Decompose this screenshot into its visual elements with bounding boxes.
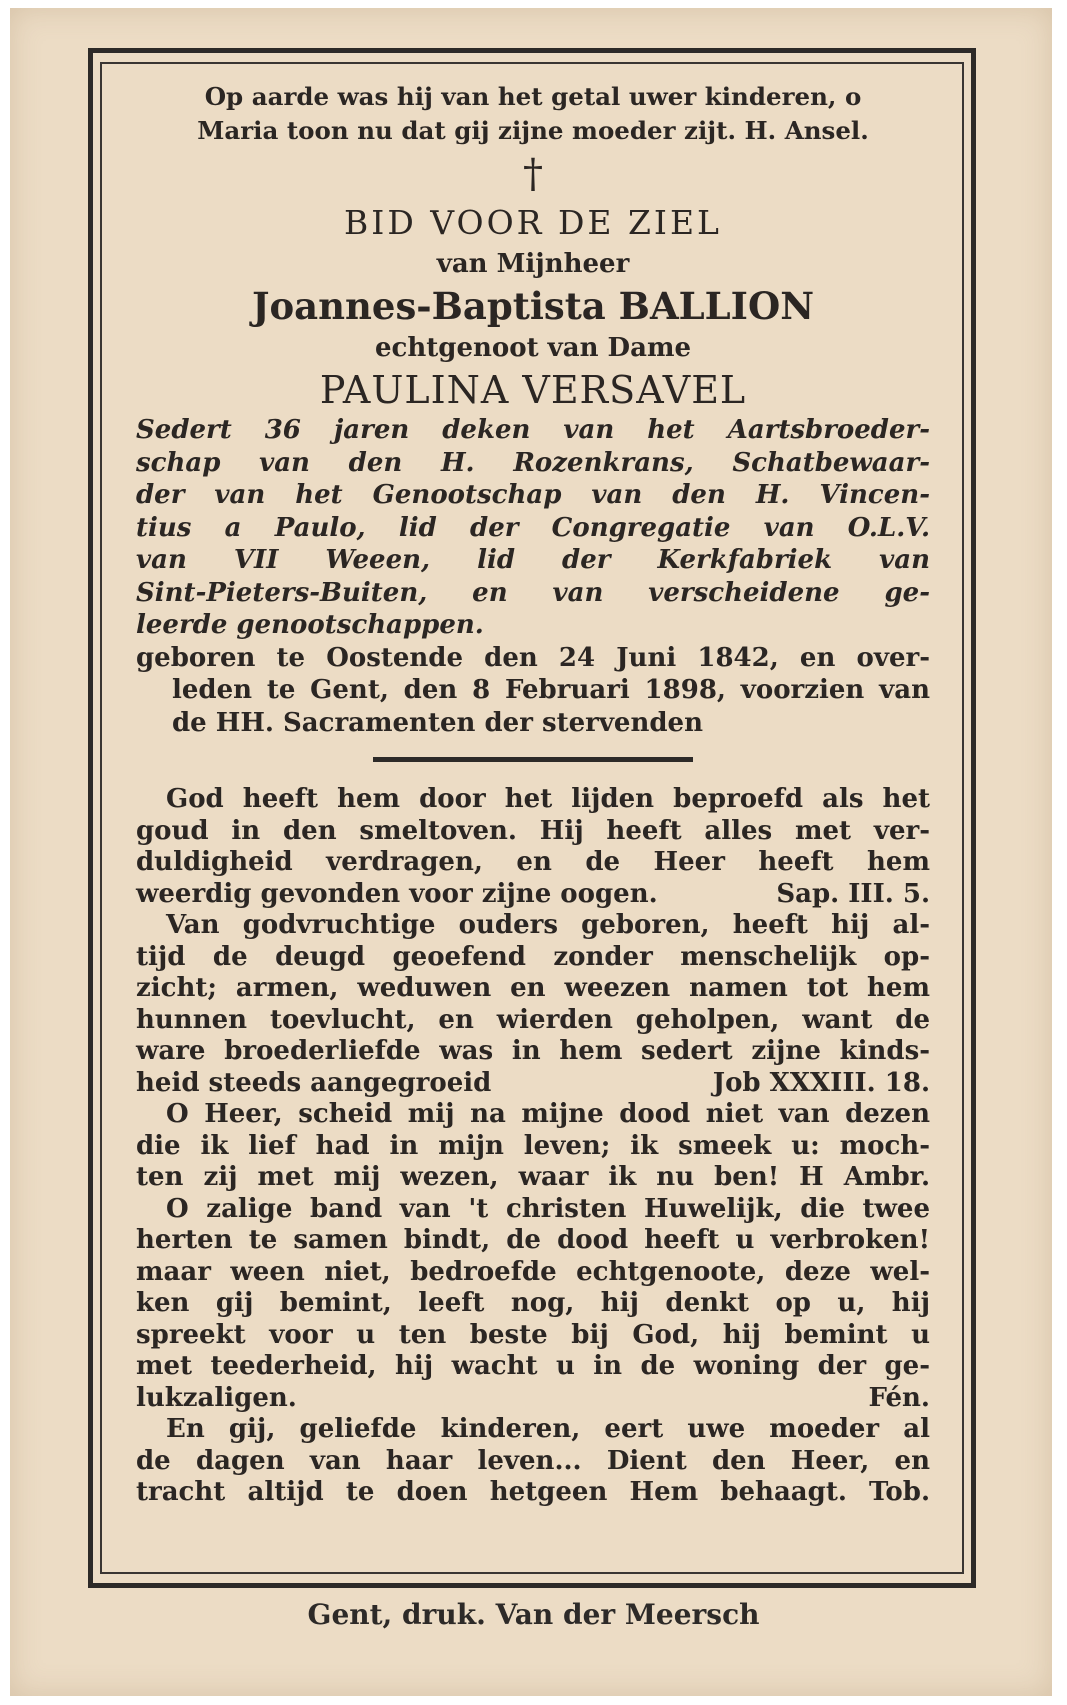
- reference-sap: Sap. III. 5.: [776, 878, 930, 909]
- body-line: ware broederliefde was in hem sedert zijne kinds-: [136, 1036, 930, 1066]
- cross-icon: †: [523, 151, 543, 197]
- body-line: God heeft hem door het lijden beproefd als het: [166, 784, 930, 814]
- body-line: goud in den smeltoven. Hij heeft alles met ver-: [136, 815, 930, 846]
- van-mijnheer: van Mijnheer: [436, 249, 630, 279]
- spouse-name: PAULINA VERSAVEL: [319, 368, 747, 412]
- body-line: de dagen van haar leven... Dient den Heer, en: [136, 1445, 930, 1476]
- bio-line: Sedert 36 jaren deken van het Aartsbroeder-: [136, 415, 930, 445]
- body-line: Van godvruchtige ouders geboren, heeft hij al-: [166, 910, 930, 940]
- divider-line: [373, 757, 693, 762]
- body-text: heid steeds aangegroeid: [136, 1067, 492, 1098]
- dates-line: de HH. Sacramenten der stervenden: [172, 707, 704, 738]
- body-line: [136, 879, 930, 911]
- spouse-intro: echtgenoot van Dame: [374, 333, 691, 363]
- body-line: maar ween niet, bedroefde echtgenoote, deze wel-: [136, 1256, 930, 1287]
- reference-fen: Fén.: [868, 1382, 930, 1413]
- bio-line: tius a Paulo, lid der Congregatie van O.L.V.: [136, 512, 930, 543]
- body-line: O Heer, scheid mij na mijne dood niet van dezen: [166, 1099, 930, 1129]
- motto: [136, 80, 930, 148]
- biography: [136, 414, 930, 642]
- body-line: [136, 1068, 930, 1100]
- deceased-name: Joannes-Baptista BALLION: [251, 284, 815, 328]
- body-line: En gij, geliefde kinderen, eert uwe moeder al: [166, 1414, 930, 1444]
- reference-job: Job XXXIII. 18.: [712, 1067, 930, 1098]
- body-line: [136, 1383, 930, 1415]
- body-line: hunnen toevlucht, en wierden geholpen, want de: [136, 1004, 930, 1035]
- bio-line: der van het Genootschap van den H. Vincen-: [136, 480, 930, 510]
- body-line: tracht altijd te doen hetgeen Hem behaagt. Tob.: [136, 1477, 930, 1507]
- dates-line: leden te Gent, den 8 Februari 1898, voorzien van: [172, 675, 930, 705]
- body-line: ten zij met mij wezen, waar ik nu ben! H Ambr.: [136, 1162, 930, 1192]
- heading: BID VOOR DE ZIEL: [344, 203, 722, 242]
- bio-line: Sint-Pieters-Buiten, en van verscheidene ge-: [136, 577, 930, 608]
- bio-line: schap van den H. Rozenkrans, Schatbewaar-: [136, 447, 930, 478]
- life-dates: [136, 642, 930, 740]
- body-line: met teederheid, hij wacht u in de woning der ge-: [136, 1351, 930, 1381]
- motto-line: Maria toon nu dat gij zijne moeder zijt. H. Ansel.: [197, 116, 869, 145]
- dates-line: geboren te Oostende den 24 Juni 1842, en over-: [136, 642, 930, 673]
- bio-line: leerde genootschappen.: [136, 610, 484, 640]
- prayer-text: [136, 784, 930, 1509]
- body-line: zicht; armen, weduwen en weezen namen tot hem: [136, 973, 930, 1003]
- body-text: weerdig gevonden voor zijne oogen.: [136, 878, 658, 909]
- body-line: spreekt voor u ten beste bij God, hij bemint u: [136, 1319, 930, 1350]
- body-line: tijd de deugd geoefend zonder menschelijk op-: [136, 941, 930, 972]
- card-content: [136, 80, 930, 1509]
- body-line: ken gij bemint, leeft nog, hij denkt op u, hij: [136, 1288, 930, 1318]
- motto-line: Op aarde was hij van het getal uwer kinderen, o: [204, 82, 862, 111]
- body-line: die ik lief had in mijn leven; ik smeek u: moch-: [136, 1130, 930, 1161]
- body-line: herten te samen bindt, de dood heeft u verbroken!: [136, 1225, 930, 1255]
- printer-imprint: Gent, druk. Van der Meersch: [307, 1598, 760, 1631]
- body-line: O zalige band van 't christen Huwelijk, die twee: [166, 1193, 930, 1224]
- body-text: lukzaligen.: [136, 1382, 297, 1413]
- bio-line: van VII Weeen, lid der Kerkfabriek van: [136, 545, 930, 575]
- body-line: duldigheid verdragen, en de Heer heeft hem: [136, 847, 930, 877]
